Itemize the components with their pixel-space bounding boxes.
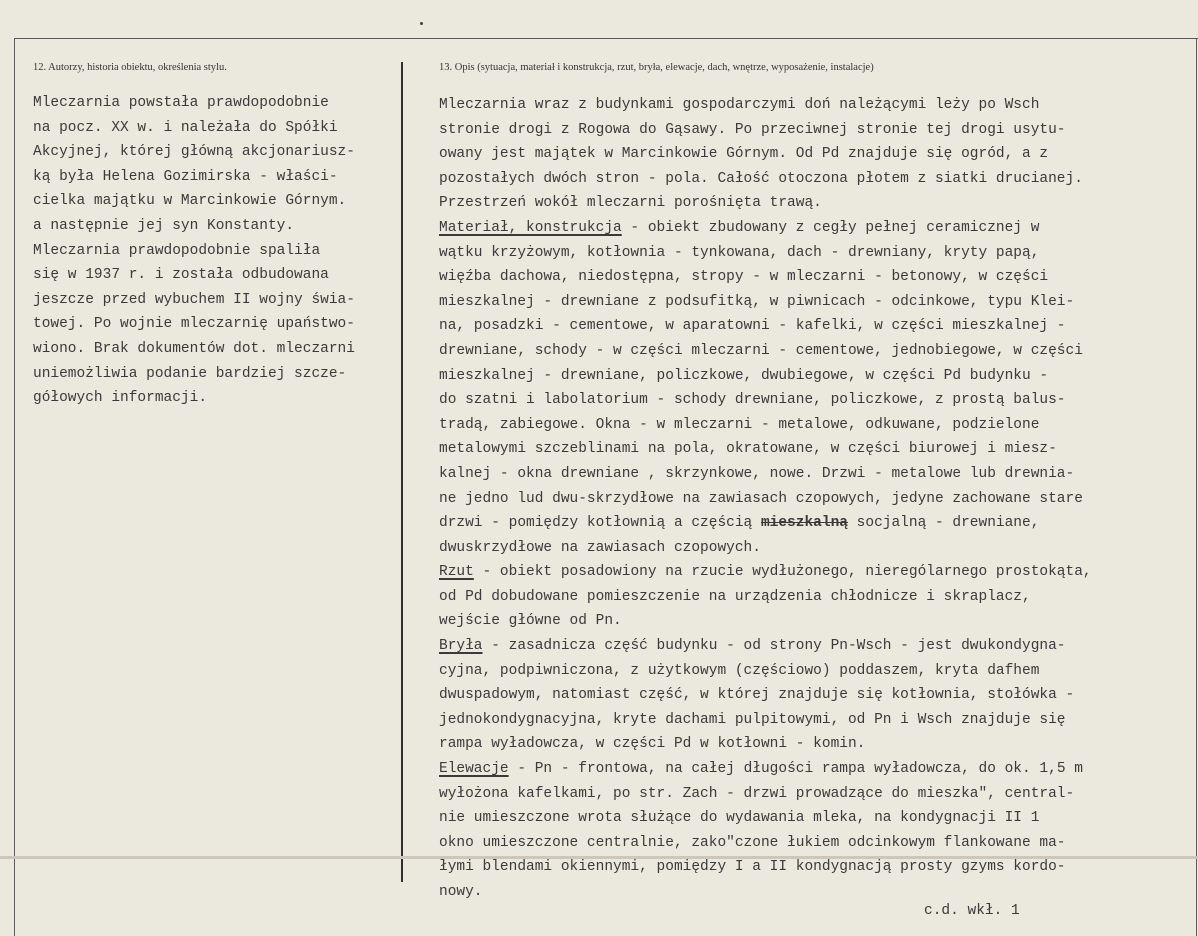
line-text: - obiekt posadowiony na rzucie wydłużonego, nierególarnego prostokąta, xyxy=(473,564,1092,581)
continuation-note: c.d. wkł. 1 xyxy=(924,903,1020,919)
history-text-line: na pocz. XX w. i należała do Spółki xyxy=(33,119,338,136)
description-text-line xyxy=(439,216,1092,241)
history-column xyxy=(33,91,355,411)
history-text-line: Akcyjnej, której główną akcjonariusz- xyxy=(33,144,355,161)
column-divider xyxy=(401,62,403,882)
description-text-line: drewniane, schody - w części mleczarni - cementowe, jednobiegowe, w części xyxy=(439,342,1083,359)
description-text-line: więźba dachowa, niedostępna, stropy - w mleczarni - betonowy, w części xyxy=(439,269,1049,286)
description-text-line: nie umieszczone wrota służące do wydawania mleka, na kondygnacji II 1 xyxy=(439,810,1040,827)
section-label: Rzut xyxy=(439,564,474,581)
line-text: - Pn - frontowa, na całej długości rampa wyładowcza, do ok. 1,5 m xyxy=(508,761,1083,778)
description-text-line: nowy. xyxy=(439,884,483,900)
history-text-line: ką była Helena Gozimirska - właści- xyxy=(33,168,338,185)
description-text-line: do szatni i labolatorium - schody drewniane, policzkowe, z prostą balus- xyxy=(439,392,1066,409)
frame-left-border xyxy=(14,38,15,936)
line-text: - zasadnicza część budynku - od strony Pn-Wsch - jest dwukondygna- xyxy=(482,638,1066,655)
description-text-line xyxy=(439,511,1092,536)
description-text-line xyxy=(439,634,1092,659)
description-text-line: wejście główne od Pn. xyxy=(439,613,622,630)
history-text-line: Mleczarnia prawdopodobnie spaliła xyxy=(33,242,321,259)
description-text-line: łymi blendami okiennymi, pomiędzy I a II kondygnacją prosty gzyms kordo- xyxy=(439,859,1066,876)
history-text-line: jeszcze przed wybuchem II wojny świa- xyxy=(33,291,355,308)
line-text: drzwi - pomiędzy kotłownią a częścią xyxy=(439,515,761,532)
description-text-line xyxy=(439,560,1092,585)
section-label: Materiał, konstrukcja xyxy=(439,219,622,236)
history-text-line: uniemożliwia podanie bardziej szcze- xyxy=(33,365,347,382)
frame-right-border xyxy=(1196,38,1197,936)
history-text-line: a następnie jej syn Konstanty. xyxy=(33,217,295,234)
history-text-line: towej. Po wojnie mleczarnię upaństwo- xyxy=(33,316,355,333)
line-text: - obiekt zbudowany z cegły pełnej ceramicznej w xyxy=(621,219,1040,236)
description-text-line: mieszkalnej - drewniane z podsufitką, w piwnicach - odcinkowe, typu Klei- xyxy=(439,293,1075,310)
description-text-line: na, posadzki - cementowe, w aparatowni - kafelki, w części mieszkalnej - xyxy=(439,318,1066,335)
ink-dot xyxy=(420,22,423,25)
section-12-heading: 12. Autorzy, historia obiektu, określenia stylu. xyxy=(33,62,227,73)
description-text-line: od Pd dobudowane pomieszczenie na urządzenia chłodnicze i skraplacz, xyxy=(439,588,1031,605)
description-text-line: dwuspadowym, natomiast część, w której znajduje się kotłownia, stołówka - xyxy=(439,687,1075,704)
description-text-line: jednokondygnacyjna, kryte dachami pulpitowymi, od Pn i Wsch znajduje się xyxy=(439,711,1066,728)
description-text-line: metalowymi szczeblinami na pola, okratowane, w części biurowej i miesz- xyxy=(439,441,1057,458)
history-text-line: Mleczarnia powstała prawdopodobnie xyxy=(33,95,329,111)
description-column xyxy=(439,93,1092,905)
line-text: socjalną - drewniane, xyxy=(847,515,1040,532)
description-text-line: cyjna, podpiwniczona, z użytkowym (częściowo) poddaszem, kryta dafhem xyxy=(439,662,1040,679)
history-text-line: się w 1937 r. i została odbudowana xyxy=(33,267,329,284)
history-text-line: gółowych informacji. xyxy=(33,390,208,407)
section-label: Bryła xyxy=(439,638,483,655)
description-text-line: rampa wyładowcza, w części Pd w kotłowni - komin. xyxy=(439,736,866,753)
description-text-line xyxy=(439,757,1092,782)
description-text-line: tradą, zabiegowe. Okna - w mleczarni - metalowe, odkuwane, podzielone xyxy=(439,416,1040,433)
history-text-line: wiono. Brak dokumentów dot. mleczarni xyxy=(33,340,355,357)
description-text-line: okno umieszczone centralnie, zako"czone łukiem odcinkowym flankowane ma- xyxy=(439,834,1066,851)
description-text-line: dwuskrzydłowe na zawiasach czopowych. xyxy=(439,539,761,556)
history-text-line: cielka majątku w Marcinkowie Górnym. xyxy=(33,193,347,210)
description-text-line: pozostałych dwóch stron - pola. Całość otoczona płotem z siatki drucianej. xyxy=(439,170,1083,187)
description-text-line: Przestrzeń wokół mleczarni porośnięta trawą. xyxy=(439,195,822,212)
description-text-line: owany jest majątek w Marcinkowie Górnym. Od Pd znajduje się ogród, a z xyxy=(439,146,1049,163)
description-text-line: kalnej - okna drewniane , skrzynkowe, nowe. Drzwi - metalowe lub drewnia- xyxy=(439,465,1075,482)
description-text-line: mieszkalnej - drewniane, policzkowe, dwubiegowe, w części Pd budynku - xyxy=(439,367,1049,384)
description-text-line: ne jedno lud dwu-skrzydłowe na zawiasach czopowych, jedyne zachowane stare xyxy=(439,490,1083,507)
description-text-line: stronie drogi z Rogowa do Gąsawy. Po przeciwnej stronie tej drogi usytu- xyxy=(439,121,1066,138)
section-13-heading: 13. Opis (sytuacja, materiał i konstrukcja, rzut, bryła, elewacje, dach, wnętrze, wyposażenie, instalacje) xyxy=(439,62,874,73)
description-text-line: wątku krzyżowym, kotłownia - tynkowana, dach - drewniany, kryty papą, xyxy=(439,244,1040,261)
struck-word: mieszkalną xyxy=(760,515,848,532)
description-text-line: Mleczarnia wraz z budynkami gospodarczymi doń należącymi leży po Wsch xyxy=(439,97,1040,113)
description-text-line: wyłożona kafelkami, po str. Zach - drzwi prowadzące do mieszka", central- xyxy=(439,785,1075,802)
section-label: Elewacje xyxy=(439,761,509,778)
frame-top-border xyxy=(14,38,1198,39)
